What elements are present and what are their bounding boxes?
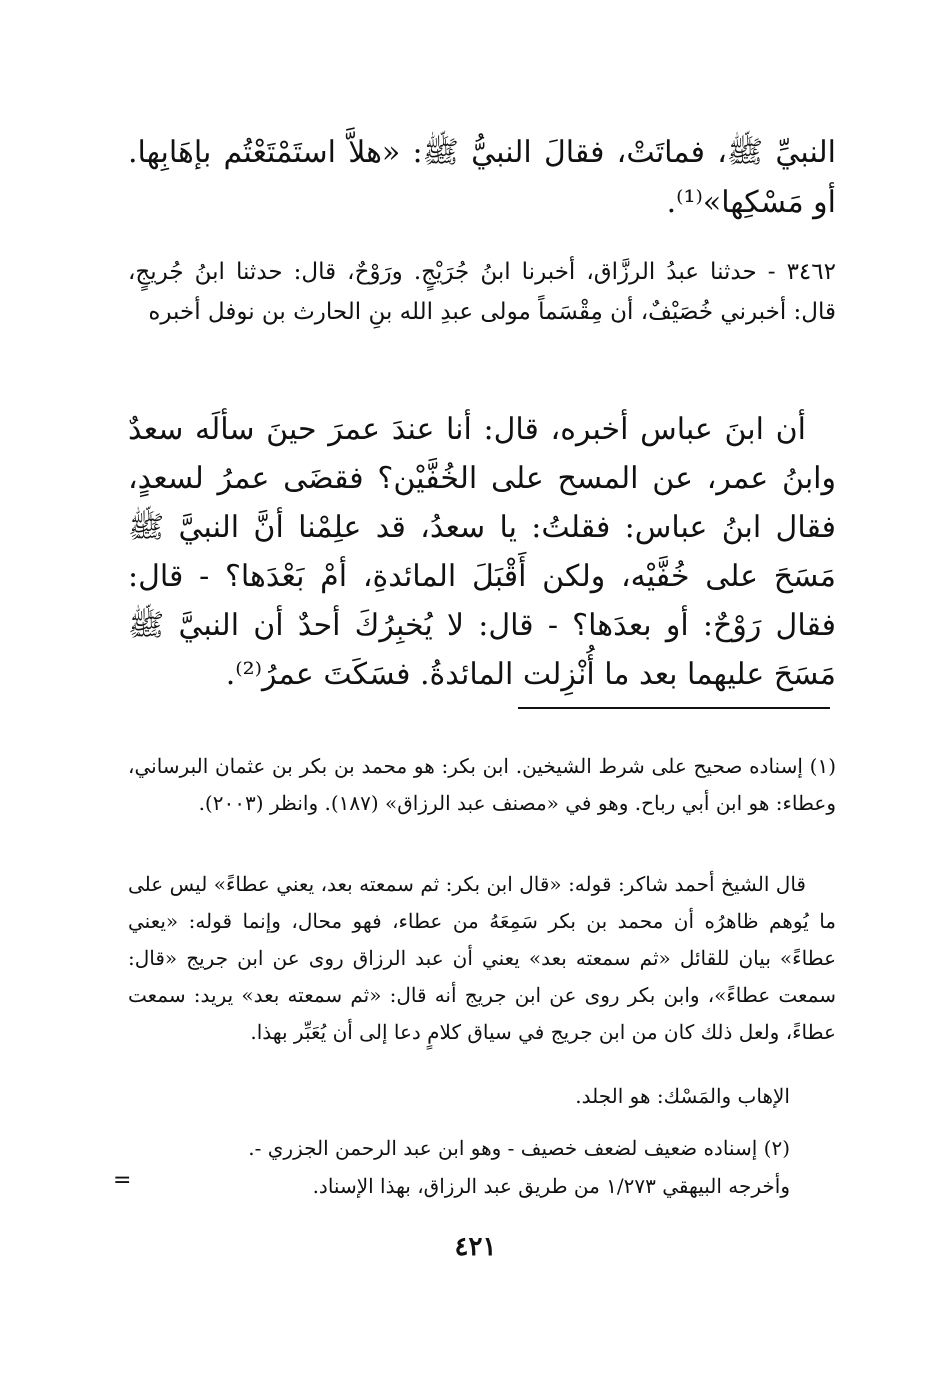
footnote-1: (١) إسناده صحيح على شرط الشيخين. ابن بكر: هو محمد بن بكر بن عثمان البرساني، وعطاء: هو ابن أبي رباح. وهو في «مصنف عبد الرزاق» (١٨٧). وانظر (٢٠٠٣). (128, 754, 837, 815)
hadith-isnad: ٣٤٦٢ - حدثنا عبدُ الرزَّاق، أخبرنا ابنُ جُرَيْجٍ. ورَوْحٌ، قال: حدثنا ابنُ جُريجٍ، قال: أخبرني خُصَيْفٌ، أن مِقْسَماً مولى عبدِ الله بنِ الحارث بن نوفل أخبره (128, 259, 836, 325)
footnote-1-gloss: الإهاب والمَسْك: هو الجلد. (575, 1084, 790, 1108)
continuation-paragraph: النبيِّ ﷺ، فماتَتْ، فقالَ النبيُّ ﷺ: «هلاَّ استَمْتَعْتُم بإهَابِها. أو مَسْكِها»⁽¹⁾. (128, 135, 836, 220)
footnote-2-line-1: (٢) إسناده ضعيف لضعف خصيف - وهو ابن عبد الرحمن الجزري -. (248, 1136, 790, 1160)
footnote-divider (518, 707, 830, 709)
hadith-text: أن ابنَ عباس أخبره، قال: أنا عندَ عمرَ حينَ سألَه سعدٌ وابنُ عمر، عن المسح على الخُفَّيْن؟ فقضَى عمرُ لسعدٍ، فقال ابنُ عباس: فقلتُ: يا سعدُ، قد علِمْنا أنَّ النبيَّ ﷺ مَسَحَ على خُفَّيْه، ولكن أَقْبَلَ المائدةِ، أمْ بَعْدَها؟ - قال: فقال رَوْحٌ: أو بعدَها؟ - قال: لا يُخبِرُكَ أحدٌ أن النبيَّ ﷺ مَسَحَ عليهما بعد ما أُنْزِلت المائدةُ. فسَكَتَ عمرُ⁽²⁾. (128, 412, 836, 692)
footnote-1-shakir-comment: قال الشيخ أحمد شاكر: قوله: «قال ابن بكر: ثم سمعته بعد، يعني عطاءً» ليس على ما يُوهم ظاهرُه أن محمد بن بكر سَمِعَهُ من عطاء، فهو محال، وإنما قوله: «يعني عطاءً» بيان للقائل «ثم سمعته بعد» يعني أن عبد الرزاق روى عن ابن جريج «قال: سمعت عطاءً»، وابن بكر روى عن ابن جريج أنه قال: «ثم سمعته بعد» يريد: سمعت عطاءً، ولعل ذلك كان من ابن جريج في سياق كلامٍ دعا إلى أن يُعَبِّر بهذا. (128, 872, 836, 1044)
page-number: ٤٢١ (454, 1232, 497, 1262)
footnote-2-line-2: وأخرجه البيهقي ١/٢٧٣ من طريق عبد الرزاق، بهذا الإسناد. (312, 1174, 790, 1198)
continuation-mark: = (113, 1168, 132, 1193)
